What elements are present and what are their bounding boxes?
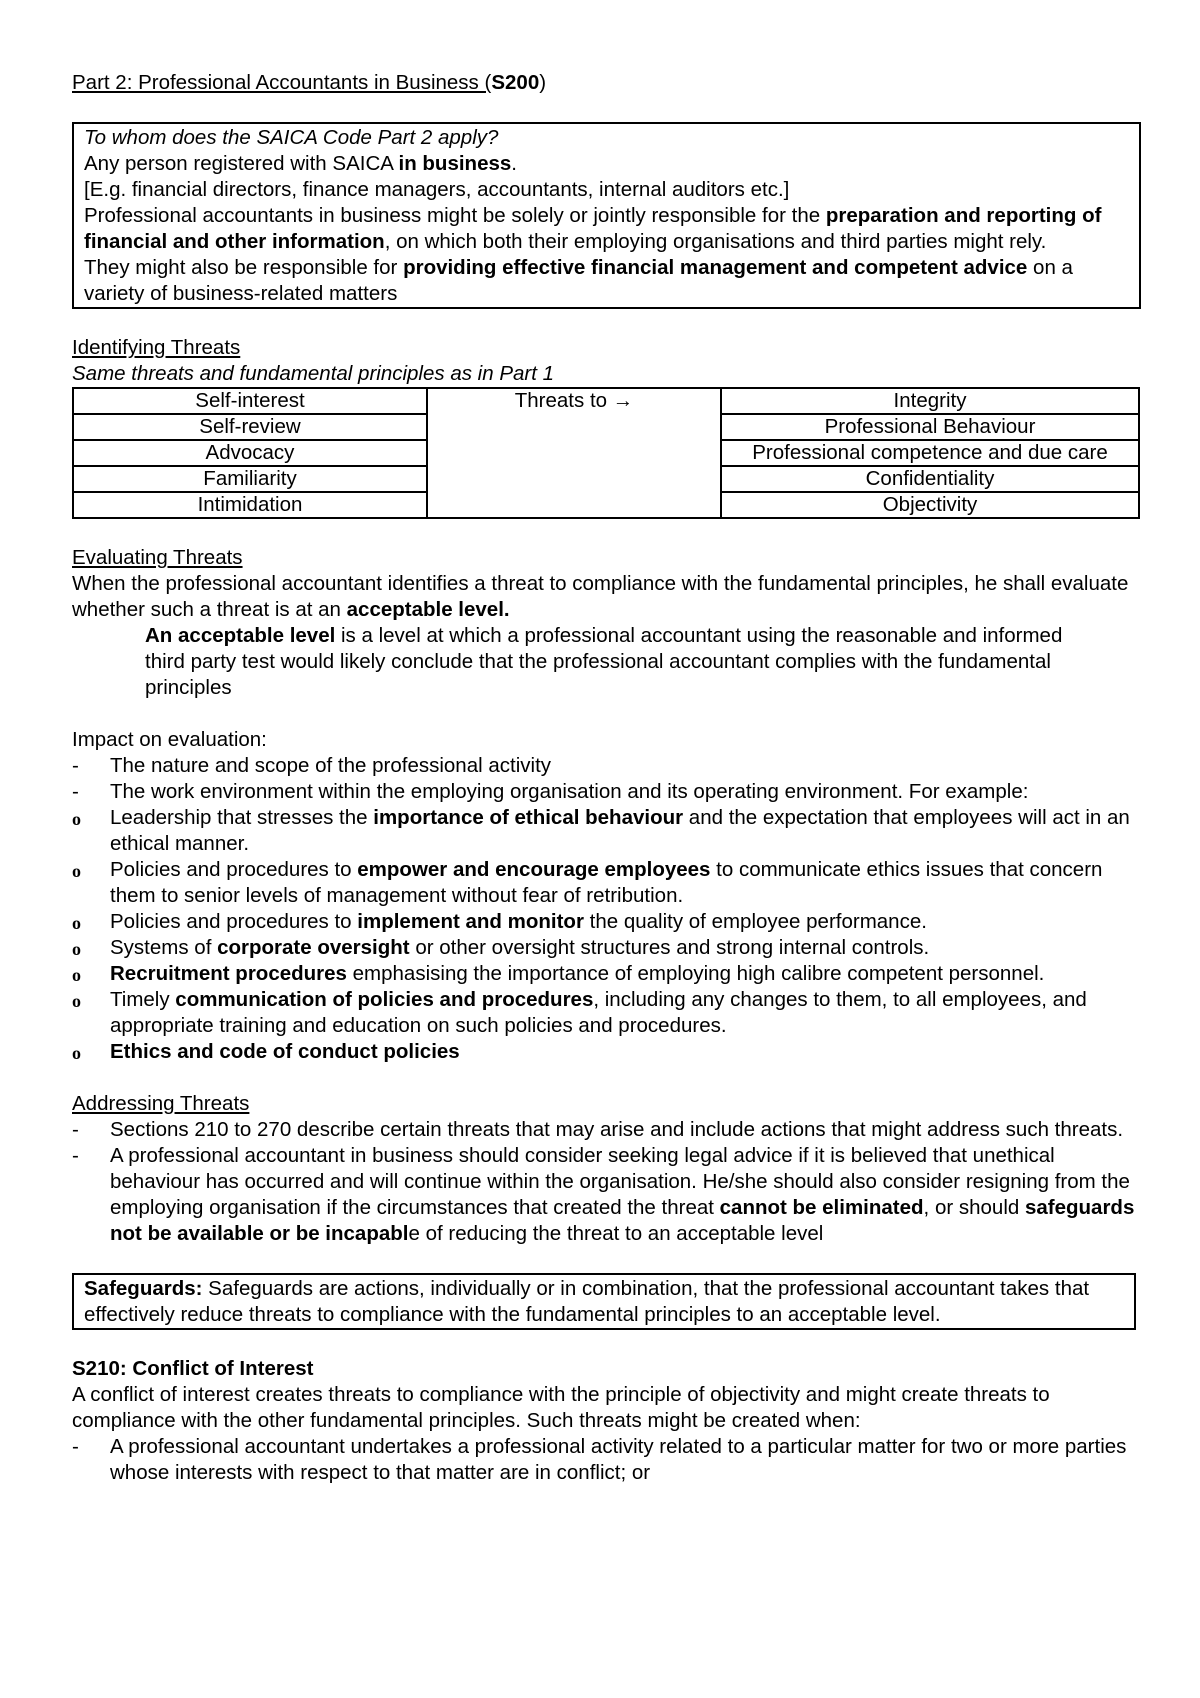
addressing-list: [72, 1117, 1140, 1247]
document-page: [72, 70, 1140, 1486]
circle-bullet-icon: o: [72, 1043, 81, 1063]
list-item: o Systems of corporate oversight or other oversight structures and strong internal controls.: [72, 935, 1140, 961]
scope-question: To whom does the SAICA Code Part 2 apply?: [84, 126, 499, 149]
identifying-heading: Identifying Threats: [72, 336, 241, 359]
scope-line-1: Any person registered with SAICA in business.: [84, 152, 517, 175]
acceptable-level-definition: An acceptable level is a level at which a professional accountant using the reasonable and informed third party test would likely conclude that the professional accountant complies with the fundamental principles: [145, 624, 1063, 699]
addressing-heading: Addressing Threats: [72, 1092, 250, 1115]
scope-line-2: [E.g. financial directors, finance managers, accountants, internal auditors etc.]: [84, 178, 790, 201]
list-item: - A professional accountant in business should consider seeking legal advice if it is believed that unethical behaviour has occurred and will continue within the organisation. He/she should also consider resigning from the employing organisation if the circumstances that created the threat cannot be eliminated, or should safeguards not be available or be incapable of reducing the threat to an acceptable level: [72, 1143, 1140, 1247]
page-title: Part 2: Professional Accountants in Business (S200): [72, 71, 547, 94]
principle-cell: Professional Behaviour: [721, 414, 1139, 440]
list-item: o Timely communication of policies and procedures, including any changes to them, to all employees, and appropriate training and education on such policies and procedures.: [72, 988, 1087, 1037]
table-row: [73, 388, 1139, 414]
scope-line-4: They might also be responsible for providing effective financial management and competent advice on a variety of business-related matters: [84, 256, 1073, 305]
list-item: o Recruitment procedures emphasising the importance of employing high calibre competent personnel.: [72, 961, 1140, 987]
principle-cell: Objectivity: [721, 492, 1139, 518]
evaluating-heading: Evaluating Threats: [72, 546, 243, 569]
scope-box: [72, 122, 1141, 309]
list-item: o Leadership that stresses the importance of ethical behaviour and the expectation that employees will act in an ethical manner.: [72, 806, 1130, 855]
identifying-subheading: Same threats and fundamental principles as in Part 1: [72, 362, 555, 385]
impact-list: [72, 753, 1140, 805]
threats-table: [72, 387, 1140, 519]
threat-cell: Self-interest: [73, 388, 427, 414]
scope-line-3: Professional accountants in business might be solely or jointly responsible for the preparation and reporting of financial and other information, on which both their employing organisations and third parties might rely.: [84, 204, 1102, 253]
s210-paragraph: A conflict of interest creates threats to compliance with the principle of objectivity and might create threats to compliance with the other fundamental principles. Such threats might be created when:: [72, 1383, 1050, 1432]
list-item: - A professional accountant undertakes a professional activity related to a particular matter for two or more parties whose interests with respect to that matter are in conflict; or: [72, 1434, 1140, 1486]
list-item: o Policies and procedures to empower and encourage employees to communicate ethics issues that concern them to senior levels of management without fear of retribution.: [72, 858, 1103, 907]
threat-cell: Intimidation: [73, 492, 427, 518]
impact-examples-list: [72, 805, 1140, 1065]
safeguards-label: Safeguards:: [84, 1277, 203, 1300]
threat-cell: Self-review: [73, 414, 427, 440]
circle-bullet-icon: o: [72, 965, 81, 985]
principle-cell: Confidentiality: [721, 466, 1139, 492]
principle-cell: Professional competence and due care: [721, 440, 1139, 466]
threat-cell: Advocacy: [73, 440, 427, 466]
list-item: o Policies and procedures to implement and monitor the quality of employee performance.: [72, 909, 1140, 935]
list-item: - The work environment within the employing organisation and its operating environment. For example:: [72, 779, 1140, 805]
circle-bullet-icon: o: [72, 809, 81, 829]
s210-list: [72, 1434, 1140, 1486]
list-item: - Sections 210 to 270 describe certain threats that may arise and include actions that might address such threats.: [72, 1117, 1140, 1143]
impact-heading: Impact on evaluation:: [72, 728, 267, 751]
circle-bullet-icon: o: [72, 861, 81, 881]
list-item: - The nature and scope of the professional activity: [72, 753, 1140, 779]
threats-to-label: Threats to →: [427, 388, 721, 518]
circle-bullet-icon: o: [72, 991, 81, 1011]
safeguards-text: Safeguards are actions, individually or in combination, that the professional accountant takes that effectively reduce threats to compliance with the fundamental principles to an acceptable level.: [84, 1277, 1090, 1326]
circle-bullet-icon: o: [72, 939, 81, 959]
safeguards-box: [72, 1273, 1136, 1330]
s210-heading: S210: Conflict of Interest: [72, 1357, 314, 1380]
list-item: o Ethics and code of conduct policies: [72, 1039, 1140, 1065]
circle-bullet-icon: o: [72, 913, 81, 933]
evaluating-paragraph: When the professional accountant identifies a threat to compliance with the fundamental principles, he shall evaluate whether such a threat is at an acceptable level.: [72, 572, 1129, 621]
threat-cell: Familiarity: [73, 466, 427, 492]
principle-cell: Integrity: [721, 388, 1139, 414]
